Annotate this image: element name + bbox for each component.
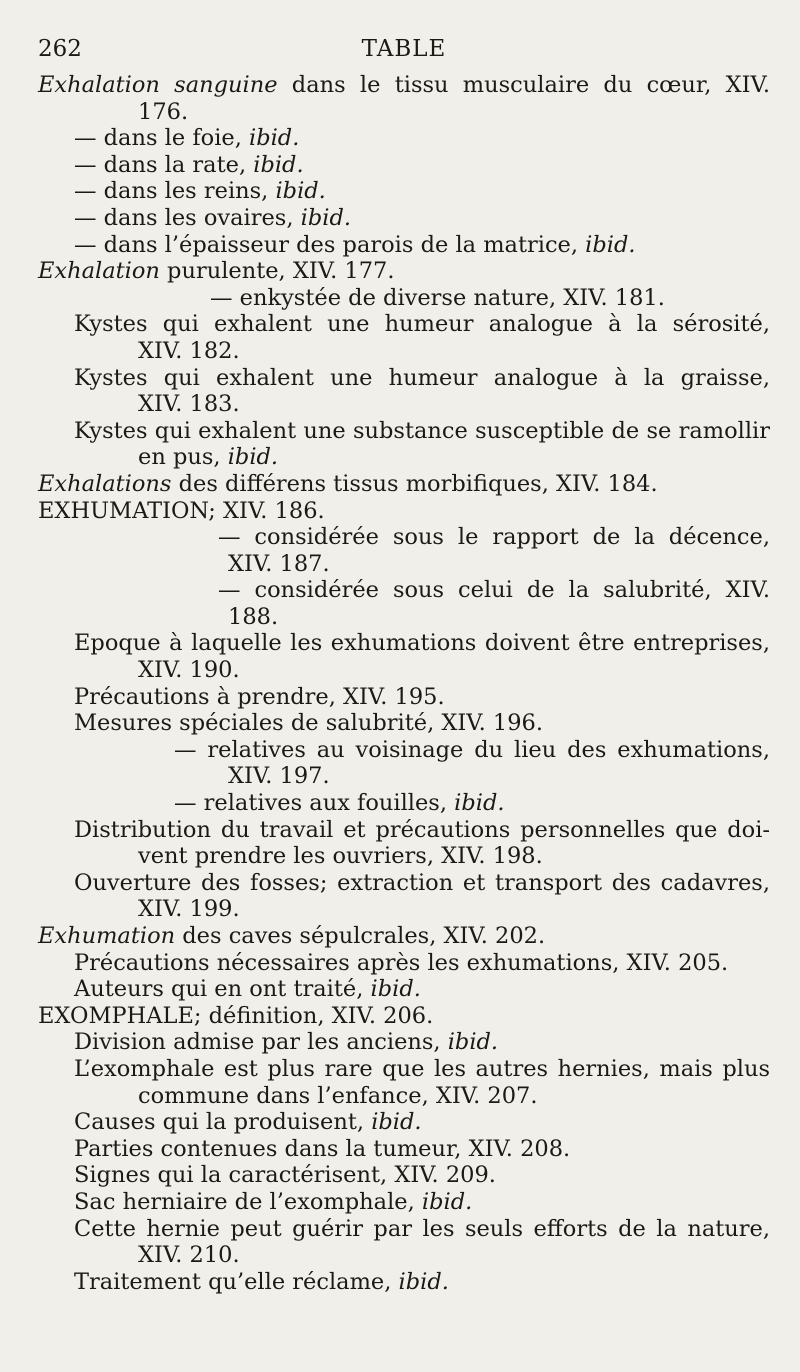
entry-line [38,790,770,817]
entry-text: — dans le foie, [74,125,250,152]
entry-line [38,950,770,977]
entry-text: — enkystée de diverse nature, XIV. 181. [210,284,665,311]
entry-text: XIV. 197. [228,763,330,790]
entry-line [38,1242,770,1269]
index-entry [38,418,770,471]
entry-text: Distribution du travail et précautions personnelles que doi- [74,816,770,843]
entry-line [38,72,770,99]
entry-text: — relatives au voisinage du lieu des exhumations, [174,736,770,763]
entry-line [38,205,770,232]
entry-text: Cette hernie peut guérir par les seuls efforts de la nature, [74,1215,770,1242]
entry-text: dans le tissu musculaire du cœur, XIV. [277,72,771,98]
entry-text: EXHUMATION; XIV. 186. [38,497,325,524]
entry-line [38,365,770,392]
index-entry [38,471,770,498]
index-entry [38,817,770,870]
entry-line [38,896,770,923]
entry-text: XIV. 183. [138,391,240,418]
entry-line [38,524,770,551]
index-entry [38,1189,770,1216]
italic-text: Exhalation [38,258,160,285]
entry-text: Kystes qui exhalent une humeur analogue à la graisse, [74,364,770,391]
entry-text: XIV. 199. [138,896,240,923]
entry-line [38,444,770,471]
entry-text: L’exomphale est plus rare que les autres hernies, mais plus [74,1055,770,1082]
entry-line [38,498,770,525]
entry-line [38,418,770,445]
entry-line [38,178,770,205]
entry-line [38,870,770,897]
entry-line [38,471,770,498]
entry-text: commune dans l’enfance, XIV. 207. [138,1082,538,1109]
entry-text: — dans les ovaires, [74,204,301,231]
index-entry [38,258,770,285]
index-entry [38,870,770,923]
entry-text: Ouverture des fosses; extraction et transport des cadavres, [74,869,770,896]
entry-line [38,232,770,259]
entry-text: — relatives aux fouilles, [174,790,455,817]
entry-text: en pus, [138,444,228,471]
entry-text: Précautions nécessaires après les exhumations, XIV. 205. [74,949,729,976]
entry-line [38,1056,770,1083]
entry-line [38,684,770,711]
index-entry [38,1029,770,1056]
entry-text: 188. [228,603,279,630]
entry-text: Kystes qui exhalent une substance susceptible de se ramollir [74,417,770,444]
entry-line [38,551,770,578]
italic-text: ibid. [447,1029,499,1056]
entry-text: Kystes qui exhalent une humeur analogue à la sérosité, [74,311,770,338]
entry-line [38,1109,770,1136]
entry-text: Traitement qu’elle réclame, [74,1268,399,1295]
entry-line [38,1216,770,1243]
italic-text: ibid. [398,1268,449,1295]
italic-text: ibid. [421,1188,473,1215]
index-entries [38,72,770,1295]
index-entry [38,630,770,683]
entry-text: 176. [138,98,189,125]
entry-line [38,604,770,631]
index-entry [38,524,770,577]
index-entry [38,923,770,950]
italic-text: Exhalation sanguine [38,72,278,98]
index-entry [38,72,770,125]
index-entry [38,1136,770,1163]
italic-text: ibid. [275,178,326,205]
entry-text: XIV. 210. [138,1242,240,1269]
entry-text: — dans l’épaisseur des parois de la matrice, [74,231,586,258]
index-entry [38,1003,770,1030]
entry-line [38,817,770,844]
index-entry [38,737,770,790]
entry-line [38,1029,770,1056]
entry-text: XIV. 182. [138,337,240,364]
index-entry [38,178,770,205]
entry-text: purulente, XIV. 177. [159,258,395,285]
italic-text: Exhalations [38,470,172,497]
index-entry [38,311,770,364]
entry-text: XIV. 190. [138,657,240,684]
index-entry [38,684,770,711]
italic-text: ibid. [585,231,636,258]
italic-text: ibid. [249,125,300,152]
index-entry [38,950,770,977]
entry-text: Sac herniaire de l’exomphale, [74,1188,422,1215]
index-entry [38,1056,770,1109]
entry-text: — dans les reins, [74,178,276,205]
page-header [38,36,770,72]
entry-line [38,976,770,1003]
entry-text: — dans la rate, [74,151,254,178]
entry-line [38,391,770,418]
entry-text: XIV. 187. [228,550,330,577]
entry-text: Epoque à laquelle les exhumations doivent être entreprises, [74,630,770,657]
italic-text: ibid. [371,1109,422,1136]
index-entry [38,125,770,152]
entry-text: vent prendre les ouvriers, XIV. 198. [138,843,543,870]
entry-line [38,152,770,179]
entry-line [38,577,770,604]
entry-line [38,285,770,312]
index-entry [38,1216,770,1269]
index-entry [38,790,770,817]
index-entry [38,1162,770,1189]
index-entry [38,1109,770,1136]
entry-line [38,710,770,737]
entry-text: Causes qui la produisent, [74,1109,372,1136]
entry-text: des différens tissus morbifiques, XIV. 184. [171,470,658,497]
running-title: TABLE [361,36,447,62]
index-entry [38,205,770,232]
italic-text: ibid. [454,790,505,817]
index-entry [38,1269,770,1296]
entry-text: des caves sépulcrales, XIV. 202. [175,923,546,949]
entry-line [38,630,770,657]
index-entry [38,976,770,1003]
index-entry [38,577,770,630]
entry-line [38,99,770,126]
index-entry [38,710,770,737]
entry-line [38,923,770,950]
italic-text: ibid. [253,151,304,178]
entry-line [38,1269,770,1296]
entry-line [38,338,770,365]
italic-text: ibid. [300,204,352,231]
entry-line [38,258,770,285]
entry-text: Mesures spéciales de salubrité, XIV. 196. [74,710,544,737]
italic-text: ibid. [370,976,421,1003]
entry-text: EXOMPHALE; définition, XIV. 206. [38,1002,434,1029]
entry-text: — considérée sous celui de la salubrité, XIV. [218,577,770,604]
entry-line [38,1136,770,1163]
index-entry [38,232,770,259]
entry-line [38,125,770,152]
entry-line [38,1162,770,1189]
entry-line [38,1083,770,1110]
entry-text: — considérée sous le rapport de la décence, [218,524,770,551]
entry-line [38,1003,770,1030]
index-entry [38,498,770,525]
entry-line [38,843,770,870]
italic-text: Exhumation [38,923,176,949]
entry-text: Signes qui la caractérisent, XIV. 209. [74,1162,496,1189]
entry-line [38,657,770,684]
entry-line [38,737,770,764]
italic-text: ibid. [227,444,279,471]
entry-line [38,1189,770,1216]
page-number: 262 [38,36,82,62]
entry-text: Auteurs qui en ont traité, [74,976,371,1003]
entry-line [38,311,770,338]
index-entry [38,152,770,179]
entry-line [38,763,770,790]
entry-text: Division admise par les anciens, [74,1029,448,1056]
entry-text: Parties contenues dans la tumeur, XIV. 208. [74,1135,571,1162]
entry-text: Précautions à prendre, XIV. 195. [74,683,445,710]
index-entry [38,365,770,418]
index-entry [38,285,770,312]
